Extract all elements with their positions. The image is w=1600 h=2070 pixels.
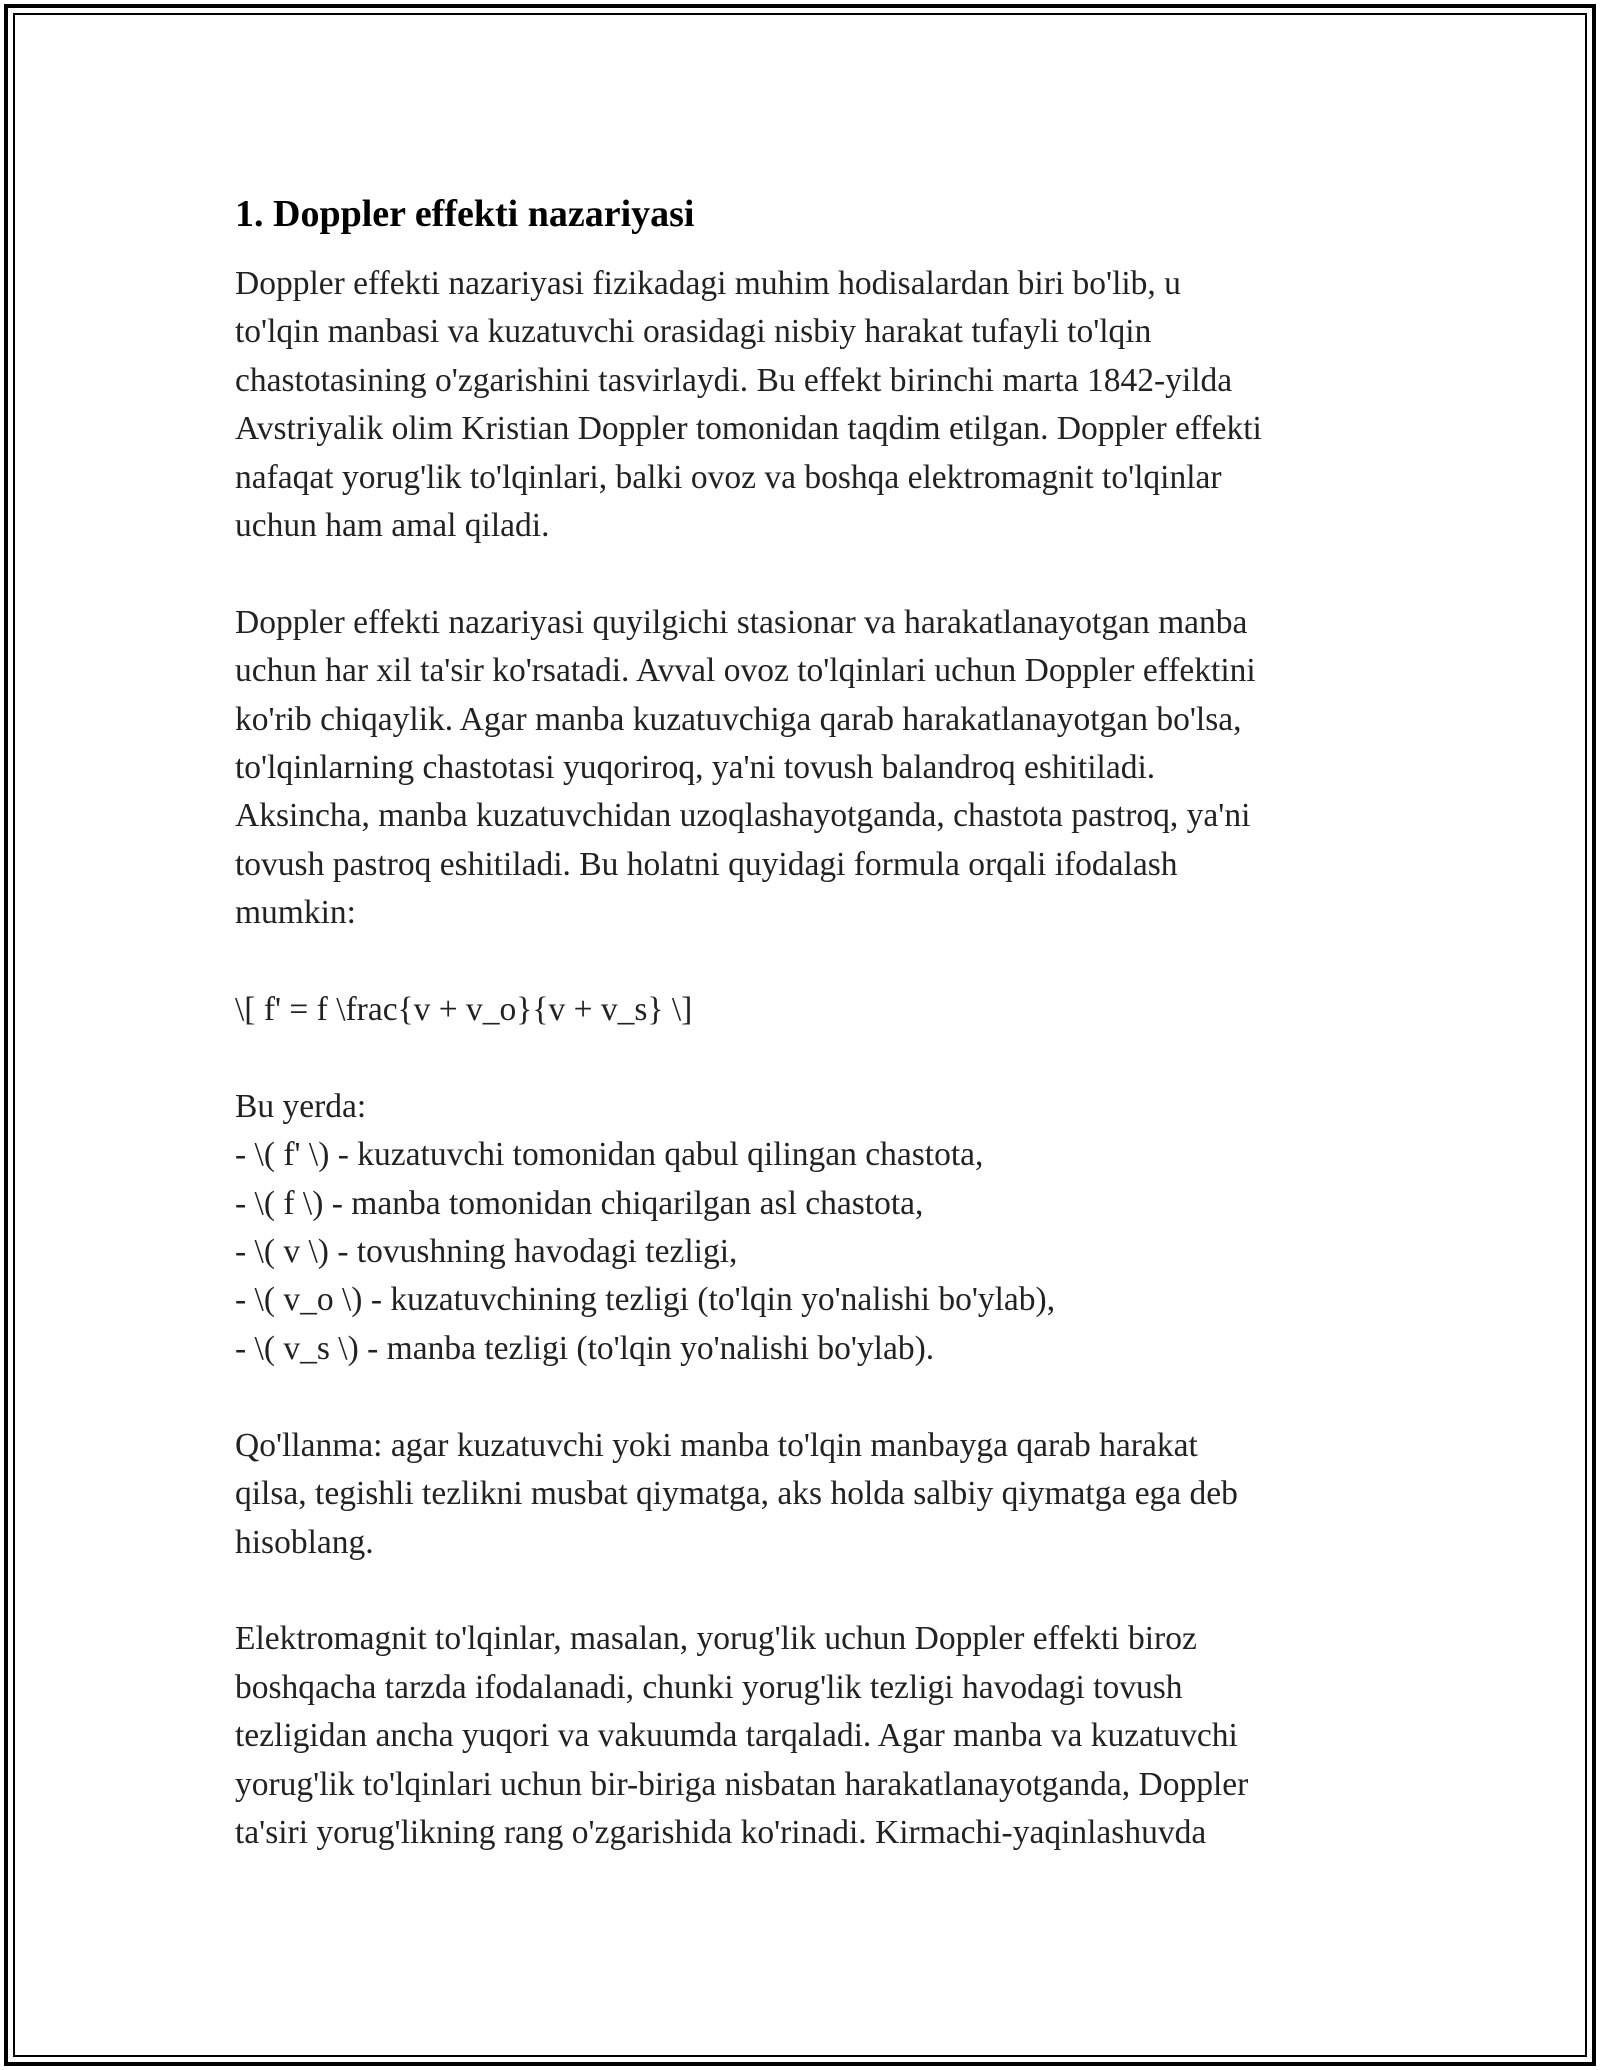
- text-line: - \( f' \) - kuzatuvchi tomonidan qabul qilingan chastota,: [235, 1136, 984, 1174]
- formula: [235, 986, 1375, 1034]
- document-body: [235, 188, 1375, 1906]
- text-line: tezligidan ancha yuqori va vakuumda tarqaladi. Agar manba va kuzatuvchi: [235, 1717, 1238, 1755]
- text-line: qilsa, tegishli tezlikni musbat qiymatga, aks holda salbiy qiymatga ega deb: [235, 1475, 1238, 1513]
- text-line: ta'siri yorug'likning rang o'zgarishida ko'rinadi. Kirmachi-yaqinlashuvda: [235, 1813, 1207, 1851]
- text-line: - \( v_s \) - manba tezligi (to'lqin yo'nalishi bo'ylab).: [235, 1329, 935, 1367]
- text-line: Aksincha, manba kuzatuvchidan uzoqlashayotganda, chastota pastroq, ya'ni: [235, 797, 1251, 835]
- light-paragraph: [235, 1615, 1375, 1857]
- text-line: mumkin:: [235, 894, 356, 932]
- guidance-paragraph: [235, 1422, 1375, 1567]
- text-line: Bu yerda:: [235, 1087, 367, 1125]
- text-line: \[ f' = f \frac{v + v_o}{v + v_s} \]: [235, 991, 693, 1029]
- text-line: - \( f \) - manba tomonidan chiqarilgan asl chastota,: [235, 1184, 924, 1222]
- text-line: Elektromagnit to'lqinlar, masalan, yorug'lik uchun Doppler effekti biroz: [235, 1620, 1197, 1658]
- intro-paragraph: [235, 260, 1375, 550]
- text-line: Doppler effekti nazariyasi quyilgichi stasionar va harakatlanayotgan manba: [235, 603, 1248, 641]
- text-line: uchun har xil ta'sir ko'rsatadi. Avval ovoz to'lqinlari uchun Doppler effektini: [235, 652, 1256, 690]
- text-line: Avstriyalik olim Kristian Doppler tomonidan taqdim etilgan. Doppler effekti: [235, 410, 1262, 448]
- paragraph-list: [235, 260, 1375, 1857]
- text-line: - \( v \) - tovushning havodagi tezligi,: [235, 1233, 738, 1271]
- text-line: to'lqinlarning chastotasi yuqoriroq, ya'ni tovush balandroq eshitiladi.: [235, 749, 1156, 787]
- text-line: - \( v_o \) - kuzatuvchining tezligi (to'lqin yo'nalishi bo'ylab),: [235, 1281, 1056, 1319]
- sound-paragraph: [235, 599, 1375, 938]
- text-line: tovush pastroq eshitiladi. Bu holatni quyidagi formula orqali ifodalash: [235, 845, 1178, 883]
- text-line: boshqacha tarzda ifodalanadi, chunki yorug'lik tezligi havodagi tovush: [235, 1668, 1183, 1706]
- text-line: chastotasining o'zgarishini tasvirlaydi. Bu effekt birinchi marta 1842-yilda: [235, 361, 1233, 399]
- text-line: Qo'llanma: agar kuzatuvchi yoki manba to'lqin manbayga qarab harakat: [235, 1426, 1198, 1464]
- text-line: ko'rib chiqaylik. Agar manba kuzatuvchiga qarab harakatlanayotgan bo'lsa,: [235, 700, 1242, 738]
- text-line: to'lqin manbasi va kuzatuvchi orasidagi nisbiy harakat tufayli to'lqin: [235, 313, 1152, 351]
- text-line: Doppler effekti nazariyasi fizikadagi muhim hodisalardan biri bo'lib, u: [235, 265, 1181, 302]
- text-line: hisoblang.: [235, 1523, 374, 1561]
- definitions-list: [235, 1083, 1375, 1373]
- text-line: yorug'lik to'lqinlari uchun bir-biriga nisbatan harakatlanayotganda, Doppler: [235, 1765, 1249, 1803]
- text-line: uchun ham amal qiladi.: [235, 507, 550, 545]
- section-heading: 1. Doppler effekti nazariyasi: [235, 193, 695, 235]
- text-line: nafaqat yorug'lik to'lqinlari, balki ovoz va boshqa elektromagnit to'lqinlar: [235, 458, 1222, 496]
